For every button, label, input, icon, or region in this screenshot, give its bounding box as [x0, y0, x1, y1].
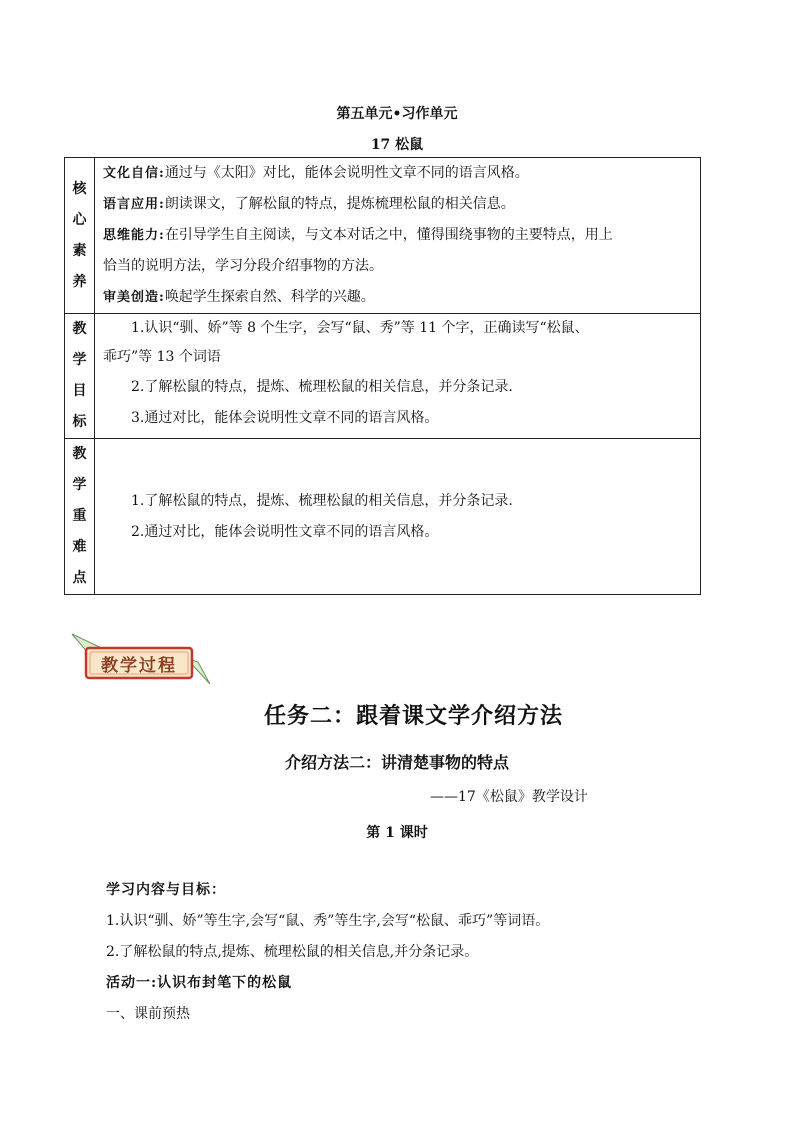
- core-literacy-content: [95, 158, 701, 314]
- task-title: 任务二：跟着课文学介绍方法: [264, 703, 564, 729]
- goal-line: 3.通过对比，能体会说明性文章不同的语言风格。: [131, 410, 439, 426]
- literacy-item: 语言应用:朗读课文，了解松鼠的特点，提炼梳理松鼠的相关信息。: [103, 196, 515, 212]
- objectives-heading: 学习内容与目标：: [106, 882, 226, 898]
- literacy-item-continued: 恰当的说明方法，学习分段介绍事物的方法。: [103, 258, 383, 274]
- core-literacy-label: 核 心 素 养: [65, 158, 95, 314]
- objective-line: 1.认识“驯、娇”等生字,会写“鼠、秀”等生字,会写“松鼠、乖巧”等词语。: [106, 913, 550, 929]
- key-points-row: [65, 439, 701, 595]
- literacy-item: 文化自信:通过与《太阳》对比，能体会说明性文章不同的语言风格。: [103, 165, 529, 181]
- lesson-plan-table: [64, 157, 701, 595]
- teaching-goals-row: [65, 314, 701, 439]
- lesson-title: 17 松鼠: [370, 137, 424, 153]
- literacy-item: 思维能力:在引导学生自主阅读，与文本对话之中，懂得围绕事物的主要特点，用上: [103, 227, 613, 243]
- section-heading: 一、课前预热: [106, 1006, 190, 1022]
- core-literacy-row: [65, 158, 701, 314]
- literacy-item: 审美创造:唤起学生探索自然、科学的兴趣。: [103, 289, 375, 305]
- goal-line: 乖巧”等 13 个词语: [103, 349, 221, 365]
- class-period: 第 1 课时: [366, 825, 428, 841]
- key-point-line: 2.通过对比，能体会说明性文章不同的语言风格。: [131, 523, 439, 540]
- unit-title: 第五单元•习作单元: [336, 106, 458, 122]
- key-points-label: 教 学 重 难 点: [65, 439, 95, 595]
- teaching-goals-content: [95, 314, 701, 439]
- teaching-goals-label: 教 学 目 标: [65, 314, 95, 439]
- design-subtitle: ——17《松鼠》教学设计: [430, 789, 588, 805]
- key-points-content: [95, 439, 701, 595]
- key-point-line: 1.了解松鼠的特点，提炼、梳理松鼠的相关信息，并分条记录.: [131, 492, 513, 509]
- badge-label: 教学过程: [101, 656, 177, 676]
- objective-line: 2.了解松鼠的特点,提炼、梳理松鼠的相关信息,并分条记录。: [106, 944, 479, 960]
- method-title: 介绍方法二：讲清楚事物的特点: [285, 753, 510, 772]
- activity-heading: 活动一:认识布封笔下的松鼠: [106, 975, 293, 991]
- goal-line: 2.了解松鼠的特点，提炼、梳理松鼠的相关信息，并分条记录.: [131, 379, 513, 395]
- goal-line: 1.认识“驯、娇”等 8 个生字，会写“鼠、秀”等 11 个字，正确读写“松鼠、: [131, 320, 589, 336]
- teaching-process-badge: [70, 632, 210, 688]
